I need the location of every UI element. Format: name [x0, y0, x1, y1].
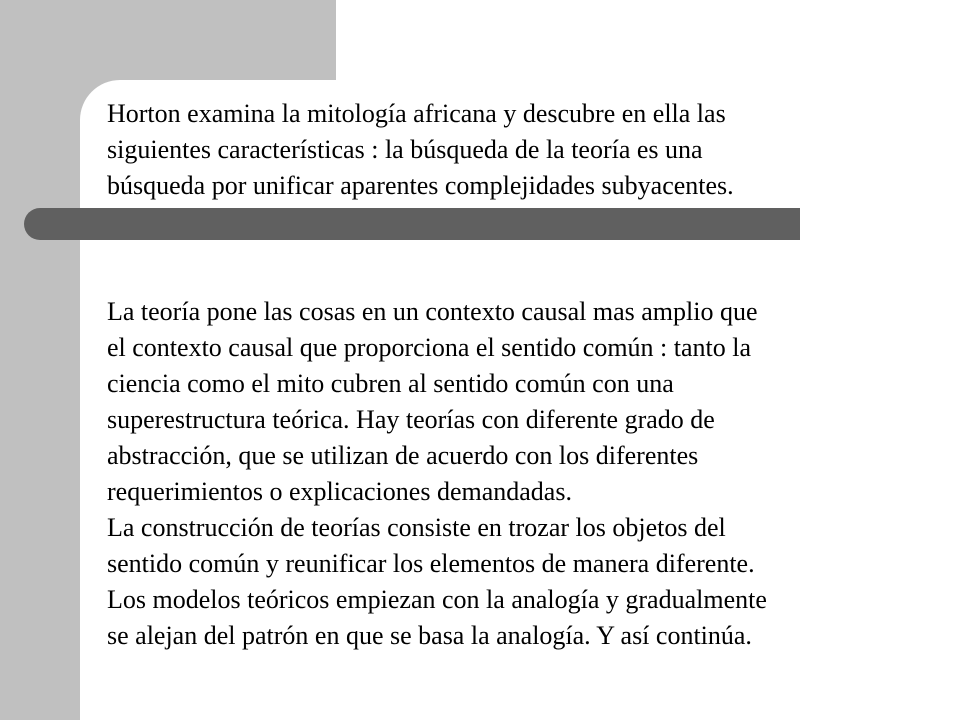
decorative-divider-bar — [24, 208, 800, 240]
body-paragraph: La teoría pone las cosas en un contexto causal mas amplio que el contexto causal que proporciona el sentido común : tanto la ciencia como el mito cubren al sentido común con una superestructura teórica. Hay teorías con diferente grado de abstracción, que se utilizan de acuerdo con los diferentes requerimientos o explicaciones demandadas. La construcción de teorías consiste en trozar los objetos del sentido común y reunificar los elementos de manera diferente. Los modelos teóricos empiezan con la analogía y gradualmente se alejan del patrón en que se basa la analogía. Y así continúa. — [107, 297, 767, 650]
decorative-left-stripe — [0, 0, 80, 720]
intro-paragraph: Horton examina la mitología africana y descubre en ella las siguientes características : la búsqueda de la teoría es una búsqueda por unificar aparentes complejidades subyacentes. — [107, 99, 734, 200]
